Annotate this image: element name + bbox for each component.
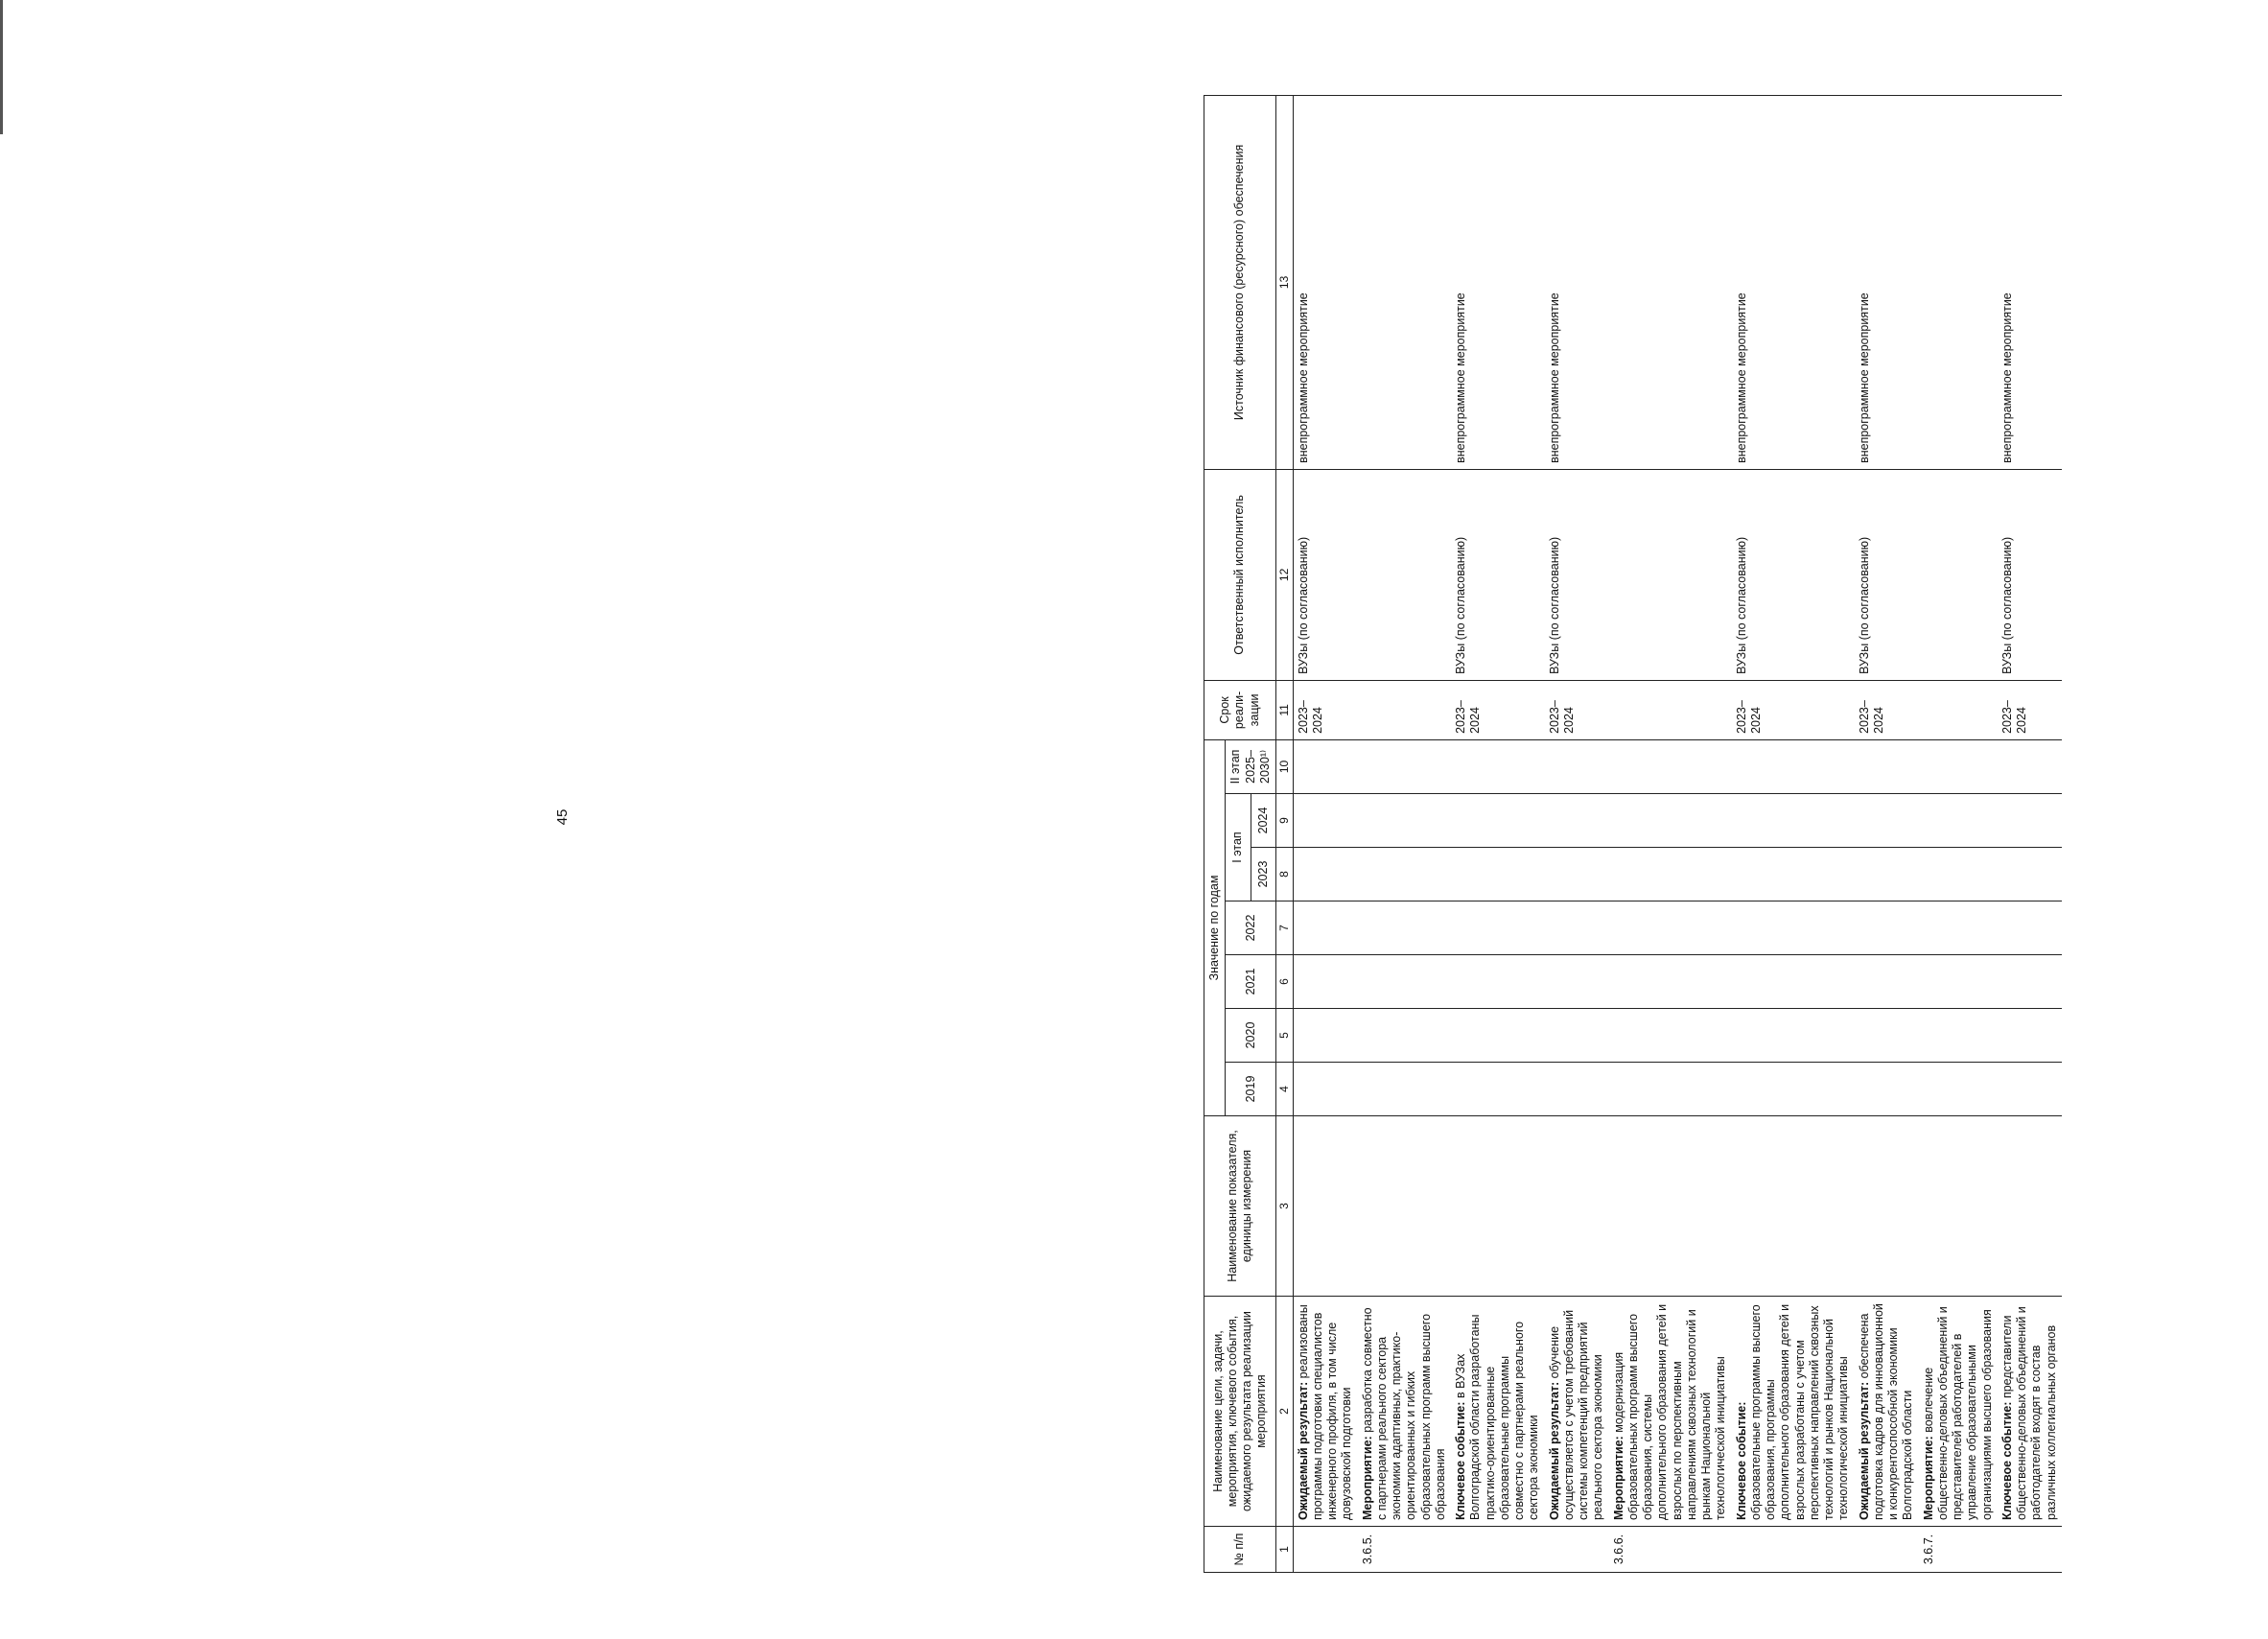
col-number: 2: [1276, 1297, 1294, 1527]
table-row: [1358, 95, 1452, 1572]
header-stage2: II этап 2025–2030¹⁾: [1226, 739, 1276, 793]
measures-table: [1204, 95, 2062, 1573]
row-2024: [1451, 794, 1545, 848]
header-2022: 2022: [1226, 901, 1276, 955]
row-source: [1358, 95, 1452, 469]
row-2023: [1293, 848, 1358, 901]
row-label: Ожидаемый результат:: [1547, 1381, 1561, 1520]
row-2020: [1545, 1009, 1609, 1063]
row-indicator: [1919, 1116, 1998, 1297]
row-responsible: ВУЗы (по согласованию): [1451, 469, 1545, 680]
col-number: 10: [1276, 739, 1294, 793]
row-term: [1609, 680, 1732, 739]
row-text: в ВУЗах Волгоградской области разработаны практико-ориентированные образовательные программы совместно с партнерами реального сектора экономики: [1454, 1314, 1541, 1520]
row-2024: [1293, 794, 1358, 848]
col-number: 5: [1276, 1009, 1294, 1063]
table-row: [1732, 95, 1855, 1572]
table-row: [1855, 95, 1919, 1572]
row-2021: [1998, 955, 2062, 1009]
table-row: [1919, 95, 1998, 1572]
header-2024: 2024: [1251, 794, 1275, 848]
row-description: [1293, 1297, 1358, 1527]
row-2020: [1358, 1009, 1452, 1063]
row-2023: [1998, 848, 2062, 901]
row-2023: [1451, 848, 1545, 901]
row-source: внепрограммное мероприятие: [1998, 95, 2062, 469]
col-number: 6: [1276, 955, 1294, 1009]
row-stage2: [1855, 739, 1919, 793]
measures-table-sheet: [1204, 77, 2268, 1573]
row-2019: [1609, 1063, 1732, 1116]
row-label: Ключевое событие:: [1999, 1401, 2014, 1520]
row-indicator: [1732, 1116, 1855, 1297]
row-source: внепрограммное мероприятие: [1855, 95, 1919, 469]
row-indicator: [1609, 1116, 1732, 1297]
row-2019: [1998, 1063, 2062, 1116]
col-number: 12: [1276, 469, 1294, 680]
col-number: 11: [1276, 680, 1294, 739]
row-text: представители общественно-деловых объединений и работодателей входят в состав различных коллегиальных органов: [1999, 1306, 2058, 1520]
row-2023: [1358, 848, 1452, 901]
row-stage2: [1451, 739, 1545, 793]
row-2019: [1855, 1063, 1919, 1116]
row-stage2: [1293, 739, 1358, 793]
row-2022: [1451, 901, 1545, 955]
row-description: [1732, 1297, 1855, 1527]
row-number: [1293, 1527, 1358, 1573]
row-2021: [1732, 955, 1855, 1009]
row-2022: [1609, 901, 1732, 955]
row-responsible: ВУЗы (по согласованию): [1545, 469, 1609, 680]
row-2024: [1998, 794, 2062, 848]
row-2024: [1919, 794, 1998, 848]
row-term: [1919, 680, 1998, 739]
row-number: [1545, 1527, 1609, 1573]
row-label: Ожидаемый результат:: [1296, 1381, 1310, 1520]
row-indicator: [1545, 1116, 1609, 1297]
row-number: [1855, 1527, 1919, 1573]
row-2024: [1609, 794, 1732, 848]
row-2020: [1919, 1009, 1998, 1063]
row-stage2: [1919, 739, 1998, 793]
col-number: 4: [1276, 1063, 1294, 1116]
header-2019: 2019: [1226, 1063, 1276, 1116]
row-2022: [1855, 901, 1919, 955]
row-text: образовательные программы высшего образования, программы дополнительного образования детей и взрослых разработаны с учетом перспективных направлений сквозных технологий и рынков Национальной технологической инициативы: [1748, 1303, 1851, 1520]
page-number: 45: [554, 808, 571, 826]
table-row: [1998, 95, 2062, 1572]
row-term: [1358, 680, 1452, 739]
row-2022: [1998, 901, 2062, 955]
row-label: Мероприятие:: [1921, 1436, 1935, 1520]
row-description: [1358, 1297, 1452, 1527]
row-2021: [1545, 955, 1609, 1009]
row-description: [1545, 1297, 1609, 1527]
row-2023: [1545, 848, 1609, 901]
table-row: [1545, 95, 1609, 1572]
row-text: обучение осуществляется с учетом требований системы компетенций предприятий реального сектора экономики: [1547, 1309, 1605, 1520]
table-row: [1451, 95, 1545, 1572]
row-source: внепрограммное мероприятие: [1451, 95, 1545, 469]
col-number: 9: [1276, 794, 1294, 848]
row-term: 2023–2024: [1293, 680, 1358, 739]
row-description: [1451, 1297, 1545, 1527]
row-2023: [1919, 848, 1998, 901]
row-number: [1998, 1527, 2062, 1573]
row-2021: [1293, 955, 1358, 1009]
row-number: [1451, 1527, 1545, 1573]
row-2021: [1919, 955, 1998, 1009]
row-indicator: [1451, 1116, 1545, 1297]
row-term: 2023–2024: [1855, 680, 1919, 739]
col-number: 13: [1276, 95, 1294, 469]
table-row: [1609, 95, 1732, 1572]
row-2024: [1732, 794, 1855, 848]
row-2022: [1293, 901, 1358, 955]
row-2019: [1919, 1063, 1998, 1116]
row-term: 2023–2024: [1732, 680, 1855, 739]
row-2021: [1855, 955, 1919, 1009]
row-responsible: [1358, 469, 1452, 680]
row-number: 3.6.6.: [1609, 1527, 1732, 1573]
row-term: 2023–2024: [1545, 680, 1609, 739]
row-2024: [1855, 794, 1919, 848]
row-2024: [1545, 794, 1609, 848]
row-2022: [1732, 901, 1855, 955]
header-name: Наименование цели, задачи, мероприятия, ключевого события, ожидаемого результата реализации мероприятия: [1204, 1297, 1276, 1527]
row-description: [1998, 1297, 2062, 1527]
row-2020: [1451, 1009, 1545, 1063]
row-2024: [1358, 794, 1452, 848]
header-responsible: Ответственный исполнитель: [1204, 469, 1276, 680]
row-2020: [1998, 1009, 2062, 1063]
row-description: [1609, 1297, 1732, 1527]
row-2023: [1855, 848, 1919, 901]
row-indicator: [1293, 1116, 1358, 1297]
row-text: реализованы программы подготовки специалистов инженерного профиля, в том числе довузовской подготовки: [1296, 1304, 1354, 1520]
row-text: разработка совместно с партнерами реального сектора экономики адаптивных, практико-ориентированных и гибких образовательных программ высшего образования: [1360, 1307, 1447, 1520]
row-responsible: ВУЗы (по согласованию): [1855, 469, 1919, 680]
row-source: внепрограммное мероприятие: [1732, 95, 1855, 469]
header-term: Срок реали-зации: [1204, 680, 1276, 739]
col-number: 3: [1276, 1116, 1294, 1297]
row-stage2: [1358, 739, 1452, 793]
header-values-group: Значение по годам: [1204, 739, 1226, 1115]
header-2021: 2021: [1226, 955, 1276, 1009]
row-stage2: [1732, 739, 1855, 793]
row-2019: [1358, 1063, 1452, 1116]
row-2021: [1358, 955, 1452, 1009]
row-2020: [1732, 1009, 1855, 1063]
col-number: 8: [1276, 848, 1294, 901]
row-label: Мероприятие:: [1360, 1436, 1374, 1520]
row-2020: [1609, 1009, 1732, 1063]
header-2023: 2023: [1251, 848, 1275, 901]
row-term: 2023–2024: [1451, 680, 1545, 739]
col-number: 7: [1276, 901, 1294, 955]
row-2019: [1732, 1063, 1855, 1116]
row-stage2: [1545, 739, 1609, 793]
scan-edge: [0, 0, 3, 134]
row-indicator: [1358, 1116, 1452, 1297]
header-source: Источник финансового (ресурсного) обеспечения: [1204, 95, 1276, 469]
row-description: [1855, 1297, 1919, 1527]
row-text: вовлечение общественно-деловых объединений и представителей работодателей в управление образовательными организациями высшего образования: [1921, 1306, 1994, 1520]
row-2020: [1855, 1009, 1919, 1063]
row-2020: [1293, 1009, 1358, 1063]
header-2020: 2020: [1226, 1009, 1276, 1063]
row-2021: [1451, 955, 1545, 1009]
row-label: Ключевое событие:: [1454, 1401, 1468, 1520]
header-stage1: I этап: [1226, 794, 1251, 901]
row-responsible: [1609, 469, 1732, 680]
row-responsible: ВУЗы (по согласованию): [1732, 469, 1855, 680]
row-text: модернизация образовательных программ высшего образования, системы дополнительного образования детей и взрослых по перспективным направлениям сквозных технологий и рынкам Национальной технологической инициативы: [1611, 1303, 1728, 1520]
row-source: [1609, 95, 1732, 469]
row-label: Ожидаемый результат:: [1857, 1381, 1871, 1520]
row-number: [1732, 1527, 1855, 1573]
row-2022: [1545, 901, 1609, 955]
row-responsible: ВУЗы (по согласованию): [1998, 469, 2062, 680]
row-term: 2023–2024: [1998, 680, 2062, 739]
header-indicator: Наименование показателя, единицы измерения: [1204, 1116, 1276, 1297]
row-2019: [1293, 1063, 1358, 1116]
row-responsible: [1919, 469, 1998, 680]
row-2021: [1609, 955, 1732, 1009]
table-row: [1293, 95, 1358, 1572]
row-number: 3.6.7.: [1919, 1527, 1998, 1573]
row-label: Мероприятие:: [1611, 1436, 1625, 1520]
row-stage2: [1998, 739, 2062, 793]
row-source: внепрограммное мероприятие: [1545, 95, 1609, 469]
row-2019: [1451, 1063, 1545, 1116]
header-num: № п/п: [1204, 1527, 1276, 1573]
col-number: 1: [1276, 1527, 1294, 1573]
row-indicator: [1855, 1116, 1919, 1297]
row-2022: [1358, 901, 1452, 955]
row-stage2: [1609, 739, 1732, 793]
row-2023: [1732, 848, 1855, 901]
row-description: [1919, 1297, 1998, 1527]
row-2022: [1919, 901, 1998, 955]
row-responsible: ВУЗы (по согласованию): [1293, 469, 1358, 680]
row-2019: [1545, 1063, 1609, 1116]
row-source: внепрограммное мероприятие: [1293, 95, 1358, 469]
row-indicator: [1998, 1116, 2062, 1297]
row-text: обеспечена подготовка кадров для инновационной и конкурентоспособной экономики Волгоградской области: [1857, 1303, 1915, 1520]
row-2023: [1609, 848, 1732, 901]
row-source: [1919, 95, 1998, 469]
row-number: 3.6.5.: [1358, 1527, 1452, 1573]
row-label: Ключевое событие:: [1734, 1401, 1748, 1520]
